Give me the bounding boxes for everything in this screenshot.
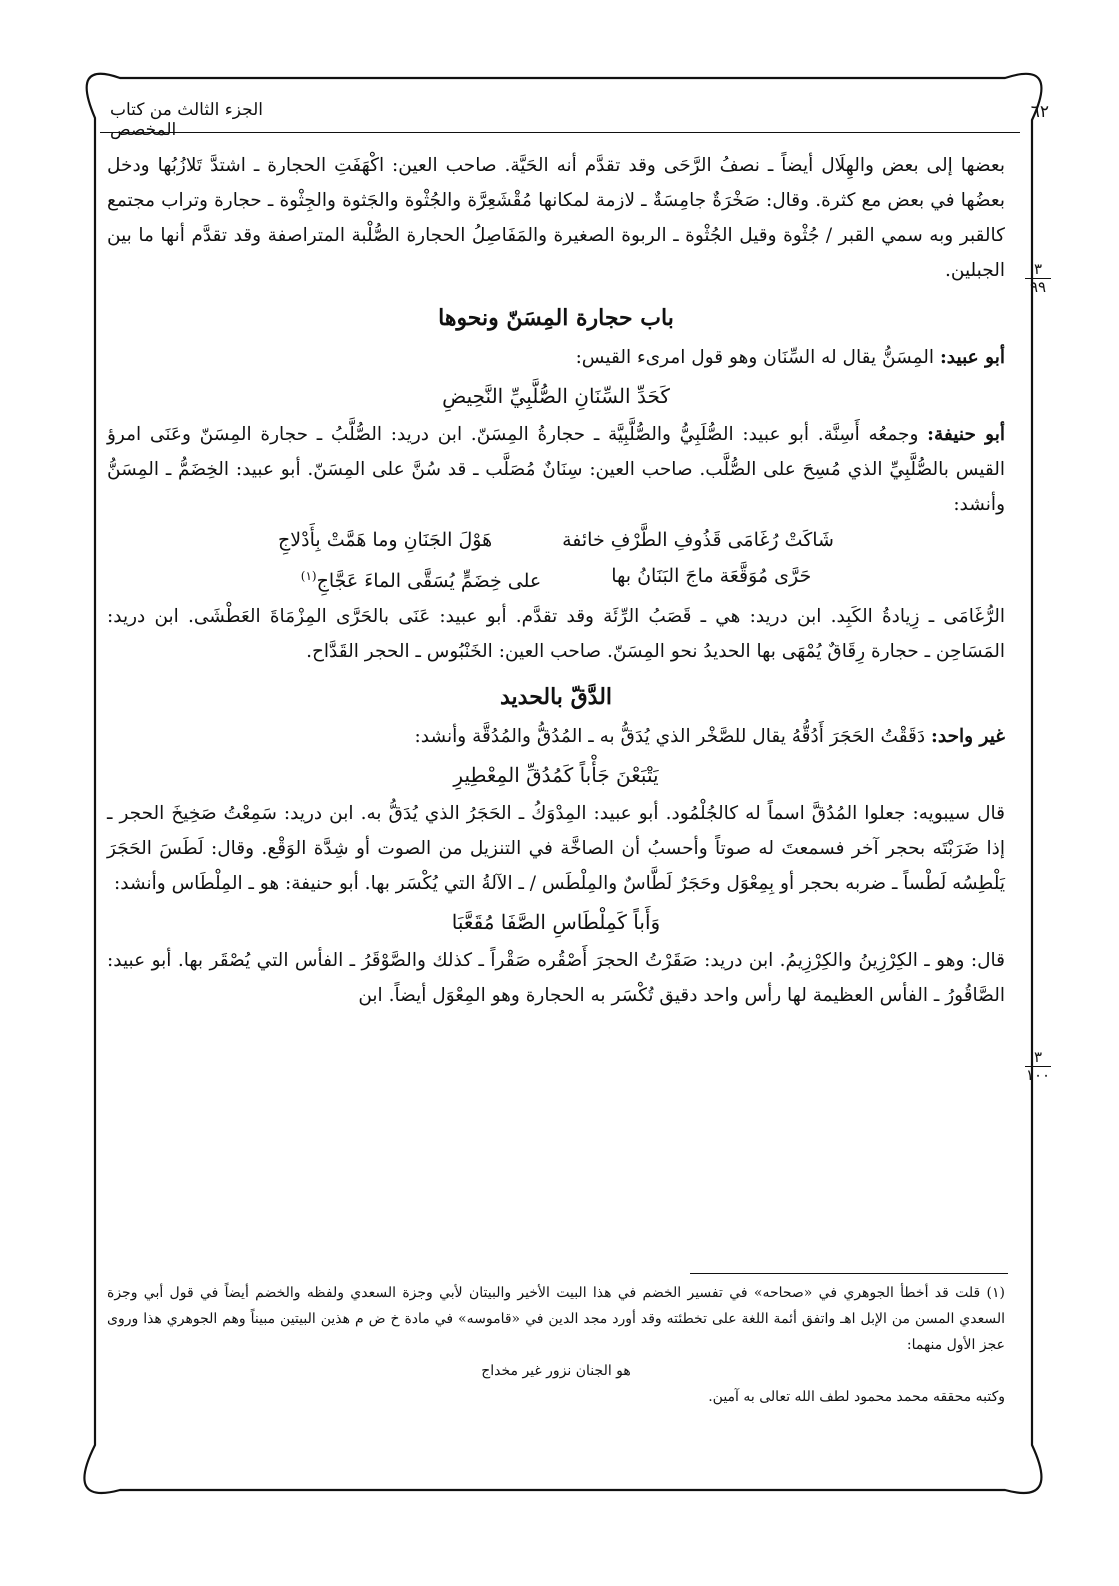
couplet <box>107 558 1005 599</box>
couplet <box>107 522 1005 558</box>
hemistich: شَاكَتْ رُغَامَى قَذُوفِ الطَّرْفِ خائفة <box>562 529 834 551</box>
footnote-verse: هو الجنان نزور غير مخداج <box>481 1363 631 1379</box>
footnote <box>107 1280 1005 1410</box>
running-header: الجزء الثالث من كتاب المخصص <box>110 100 263 140</box>
hemistich: هَوْلَ الجَنَانِ وما هَمَّتْ بِأَدْلاجِ <box>278 529 493 551</box>
footnote-marker: (١) <box>300 569 317 583</box>
section-heading: باب حجارة المِسَنّ ونحوها <box>438 305 674 331</box>
margin-note: ٣ ١٠٠ <box>1025 1048 1051 1084</box>
margin-note: ٣ ٩٩ <box>1018 262 1058 295</box>
verse-line: يَتْبَعْنَ جَأْباً كَمُدُقِّ المِعْطِيرِ <box>453 763 659 788</box>
paragraph: دَقَقْتُ الحَجَرَ أَدُقُّهُ يقال للصَّخْر الذي يُدَقُّ به ـ المُدُقُّ والمُدُقَّة وأنشد: <box>414 726 926 748</box>
section-heading: الدَّقّ بالحديد <box>499 684 613 711</box>
verse-line: وَأَباً كَمِلْطَاسِ الصَّفَا مُقَعَّبَا <box>451 910 661 935</box>
speaker-label: أبو حنيفة: <box>927 424 1006 445</box>
paragraph: قال: وهو ـ الكِرْزِينُ والكِرْزِيمُ. ابن دريد: صَقَرْتُ الحجرَ أَصْقُره صَقْراً ـ كذلك والصَّوْقَرُ ـ الفأس التي يُصْقَر بها. أبو عبيد: الصَّاقُورُ ـ الفأس العظيمة لها رأس واحد دقيق تُكْسَر به الحجارة وهو المِعْوَل أيضاً. ابن <box>107 950 1005 1007</box>
hemistich: حَرَّى مُوَقَّعَة ماجَ البَنَانُ بها <box>611 565 812 587</box>
verse-line: كَحَدِّ السِّنَانِ الصُّلَّبِيِّ النَّحِيضِ <box>442 384 670 408</box>
hemistich: على خِضَمٍّ يُسَقَّى الماءَ عَجَّاجِ <box>316 570 542 593</box>
paragraph: المِسَنُّ يقال له السِّنَان وهو قول امرىء القيس: <box>575 347 935 368</box>
paragraph: قال سيبويه: جعلوا المُدُقَّ اسماً له كالجُلْمُود. أبو عبيد: المِدْوَكُ ـ الحَجَرُ الذي يُدَقُّ به. ابن دريد: سَمِعْتُ صَخِيخَ الحجر ـ إذا ضَرَبْتَه بحجر آخر فسمعتَ له صوتاً وأحسبُ أن الصاخَّة في التنزيل من الصوت أو شِدَّة الوَقْع. وقال: لَطَسَ الحَجَرَ يَلْطِسُه لَطْساً ـ ضربه بحجر أو بِمِعْوَل وحَجَرٌ لَطَّاسٌ والمِلْطَس / ـ الآلةُ التي يُكْسَر بها. أبو حنيفة: هو ـ المِلْطَاس وأنشد: <box>107 803 1005 895</box>
speaker-label: أبو عبيد: <box>939 347 1005 368</box>
page-number: ٦٢ <box>1030 102 1049 122</box>
main-text <box>107 148 1005 1013</box>
footnote-number: (١) <box>986 1285 1006 1301</box>
paragraph: وجمعُه أَسِنَّة. أبو عبيد: الصُّلَبِيُّ والصُّلَّبِيَّة ـ حجارةُ المِسَنّ. ابن دريد: الصُّلَّبُ ـ حجارة المِسَنّ وعَنَى امرؤ القيس بالصُّلَّبِيِّ الذي مُسِحَ على الصُّلَّب. صاحب العين: سِنَانٌ مُصَلَّب ـ قد سُنَّ على المِسَنّ. أبو عبيد: الخِضَمُّ ـ المِسَنُّ وأنشد: <box>107 424 1005 515</box>
paragraph: الرُّغَامَى ـ زِيادةُ الكَبِد. ابن دريد: هي ـ قَصَبُ الرِّئَة وقد تقدَّم. أبو عبيد: عَنَى بالحَرَّى المِزْمَاةَ العَطْشَى. ابن دريد: المَسَاحِن ـ حجارة رِقَاقٌ يُمْهَى بها الحديدُ نحو المِسَنّ. صاحب العين: الخَنْبُوس ـ الحجر القَدَّاح. <box>107 606 1005 663</box>
footnote-signature: وكتبه محققه محمد محمود لطف الله تعالى به آمين. <box>708 1389 1005 1405</box>
footnote-text: قلت قد أخطأ الجوهري في «صحاحه» في تفسير الخضم في هذا البيت الأخير والبيتان لأبي وجزة السعدي ولفظه والخضم أيضاً في قول أبي وجزة السعدي المسن من الإبل اهـ واتفق أئمة اللغة على تخطئته وقد أورد مجد الدين في «قاموسه» في مادة خ ض م هذين البيتين مبيناً وهم الجوهري هذا وروى عجز الأول منهما: <box>107 1285 1005 1353</box>
speaker-label: غير واحد: <box>931 726 1005 748</box>
header-rule <box>100 132 1020 133</box>
footnote-rule <box>690 1273 1008 1274</box>
paragraph: بعضها إلى بعض والهِلَال أيضاً ـ نصفُ الرَّحَى وقد تقدَّم أنه الحَيَّة. صاحب العين: اكْهَفَتِ الحجارة ـ اشتدَّ تَلازُبُها ودخل بعضُها في بعض مع كثرة. وقال: صَخْرَةٌ جامِسَةٌ ـ لازمة لمكانها مُقْشَعِرَّة والجُثْوة والجَثوة والجِثْوة ـ حجارة وتراب مجتمع كالقبر وبه سمي القبر / جُثْوة وقيل الجُثْوة ـ الربوة الصغيرة والمَفَاصِلُ الحجارة الصُّلْبة المتراصفة وقد تقدَّم أنها ما بين الجبلين. <box>107 155 1005 281</box>
